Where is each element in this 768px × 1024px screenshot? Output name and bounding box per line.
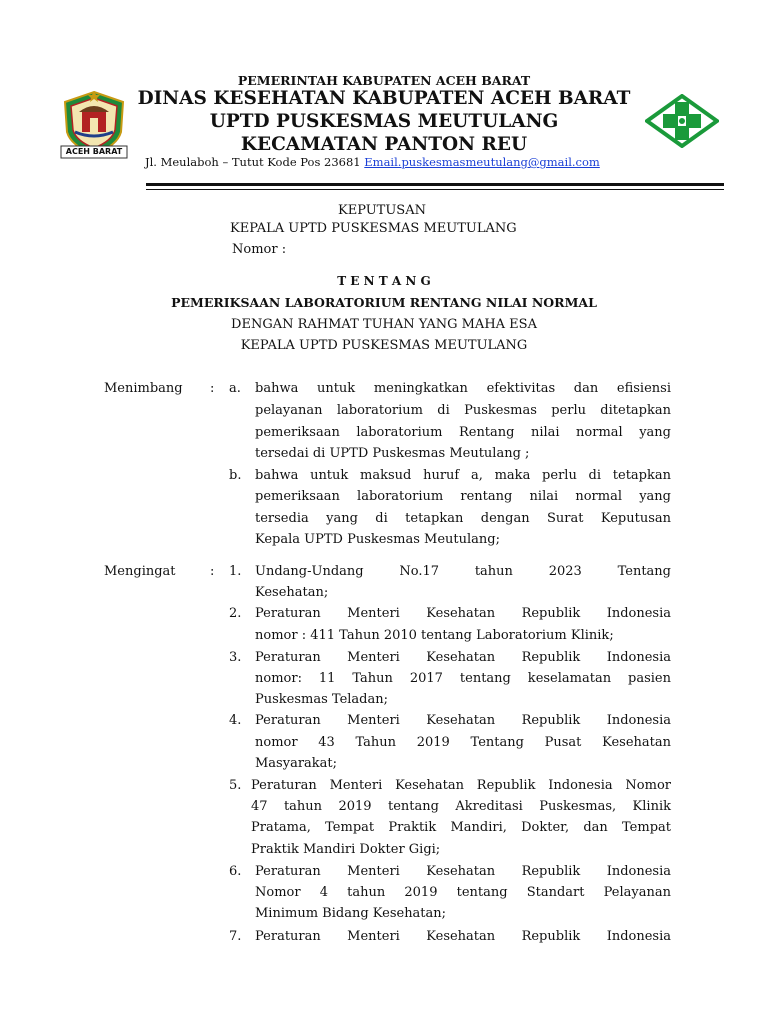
address-text: Jl. Meulaboh – Tutut Kode Pos 23681 [145,155,361,169]
mengingat-item-line: Peraturan Menteri Kesehatan Republik Indonesia [255,713,671,728]
mengingat-item-line: nomor 43 Tahun 2019 Tentang Pusat Kesehatan [255,735,671,750]
mengingat-item-marker: 4. [229,713,242,728]
menimbang-a-line: tersedai di UPTD Puskesmas Meutulang ; [255,446,530,461]
mengingat-item-line: Undang-Undang No.17 tahun 2023 Tentang [255,564,671,579]
menimbang-b-line: bahwa untuk maksud huruf a, maka perlu di tetapkan [255,468,671,483]
mengingat-item-marker: 3. [229,650,242,665]
mengingat-item-line: Puskesmas Teladan; [255,692,389,707]
menimbang-label: Menimbang [104,381,183,396]
menimbang-b-line: tersedia yang di tetapkan dengan Surat Keputusan [255,511,671,526]
menimbang-b-line: Kepala UPTD Puskesmas Meutulang; [255,532,500,547]
title-keputusan: KEPUTUSAN [338,203,426,218]
mengingat-label: Mengingat [104,564,176,579]
header-puskesmas: UPTD PUSKESMAS MEUTULANG [209,111,559,132]
aceh-barat-logo [57,88,131,160]
mengingat-item-line: Praktik Mandiri Dokter Gigi; [251,842,441,857]
header-agency: DINAS KESEHATAN KABUPATEN ACEH BARAT [137,88,631,109]
title-subject: PEMERIKSAAN LABORATORIUM RENTANG NILAI NORMAL [171,295,597,310]
title-nomor: Nomor : [232,242,287,257]
header-government: PEMERINTAH KABUPATEN ACEH BARAT [237,73,531,88]
mengingat-item-line: Pratama, Tempat Praktik Mandiri, Dokter, dan Tempat [251,820,671,835]
mengingat-item-line: Peraturan Menteri Kesehatan Republik Indonesia Nomor [251,778,671,793]
mengingat-item-line: Peraturan Menteri Kesehatan Republik Indonesia [255,929,671,944]
menimbang-colon: : [210,381,215,396]
mengingat-item-line: Peraturan Menteri Kesehatan Republik Indonesia [255,606,671,621]
mengingat-item-marker: 1. [229,564,242,579]
mengingat-item-line: Minimum Bidang Kesehatan; [255,906,447,921]
mengingat-item-line: nomor : 411 Tahun 2010 tentang Laboratorium Klinik; [255,628,614,643]
mengingat-item-line: Nomor 4 tahun 2019 tentang Standart Pelayanan [255,885,671,900]
mengingat-item-line: Kesehatan; [255,585,329,600]
title-kepala: KEPALA UPTD PUSKESMAS MEUTULANG [230,221,517,236]
puskesmas-logo [645,94,719,148]
header-kecamatan: KECAMATAN PANTON REU [240,134,528,155]
address-line [145,155,600,169]
email-link[interactable]: Email.puskesmasmeutulang@gmail.com [364,155,600,169]
mengingat-item-marker: 6. [229,864,242,879]
menimbang-b-marker: b. [229,468,242,483]
menimbang-a-line: pemeriksaan laboratorium Rentang nilai normal yang [255,425,671,440]
mengingat-item-marker: 7. [229,929,242,944]
title-rahmat: DENGAN RAHMAT TUHAN YANG MAHA ESA [231,317,537,332]
mengingat-item-line: Peraturan Menteri Kesehatan Republik Indonesia [255,650,671,665]
logo-caption: ACEH BARAT [65,147,123,156]
mengingat-item-marker: 5. [229,778,242,793]
mengingat-item-line: 47 tahun 2019 tentang Akreditasi Puskesmas, Klinik [251,799,671,814]
mengingat-item-line: Peraturan Menteri Kesehatan Republik Indonesia [255,864,671,879]
title-kepala-2: KEPALA UPTD PUSKESMAS MEUTULANG [240,338,528,353]
mengingat-item-marker: 2. [229,606,242,621]
mengingat-item-line: nomor: 11 Tahun 2017 tentang keselamatan pasien [255,671,671,686]
mengingat-colon: : [210,564,215,579]
menimbang-a-line: bahwa untuk meningkatkan efektivitas dan efisiensi [255,381,671,396]
menimbang-a-line: pelayanan laboratorium di Puskesmas perlu ditetapkan [255,403,671,418]
title-tentang: T E N T A N G [337,274,431,288]
header-rule-thick [146,183,724,186]
menimbang-a-marker: a. [229,381,241,396]
mengingat-item-line: Masyarakat; [255,756,338,771]
menimbang-b-line: pemeriksaan laboratorium rentang nilai normal yang [255,489,671,504]
header-rule-thin [146,189,724,190]
